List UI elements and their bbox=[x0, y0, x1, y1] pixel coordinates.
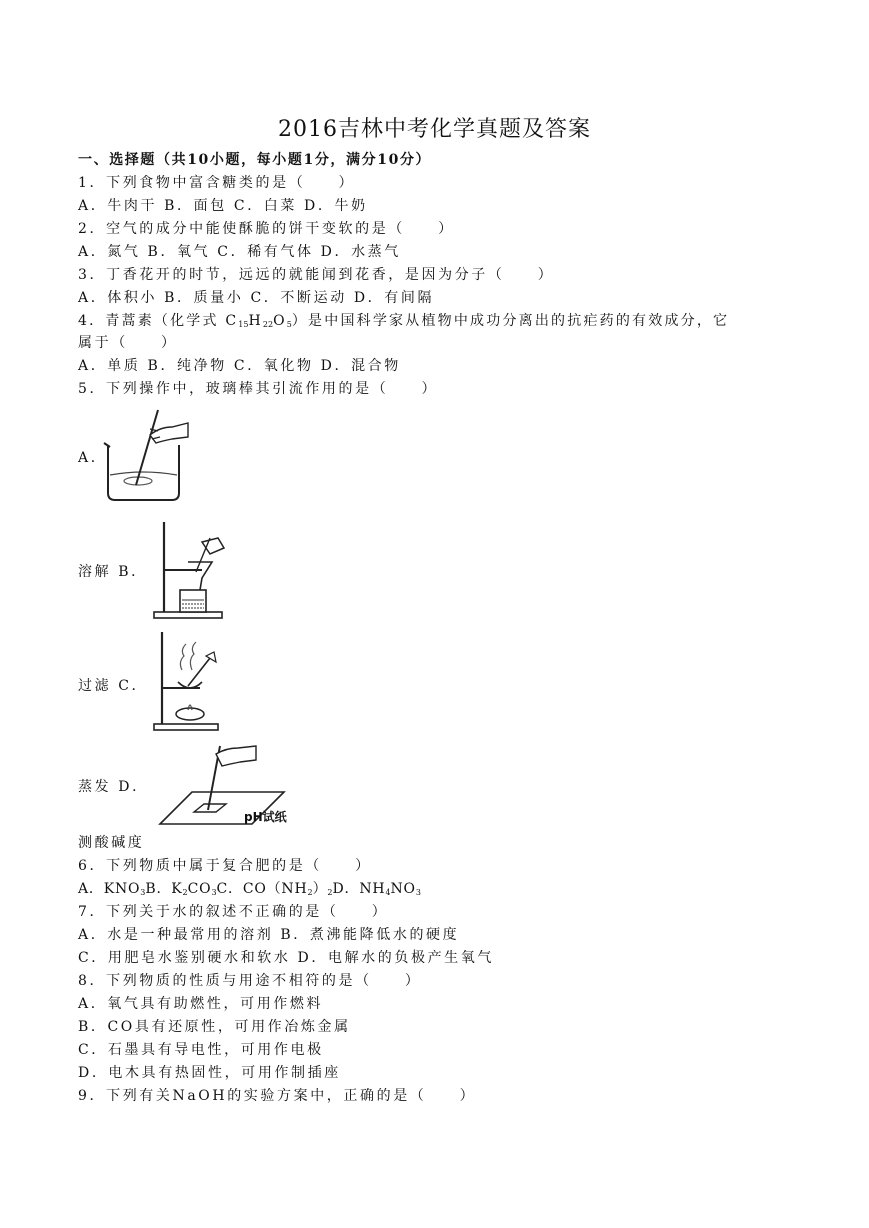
q6-options: A．$KNO_3B$．$K_2CO_3C$．$CO(NH_2)_2D$．$NH_4NO_3$ bbox=[78, 881, 421, 897]
q5-option-b-label: 溶解 B． bbox=[78, 564, 148, 580]
q1-stem: 1．下列食物中富含糖类的是（ ） bbox=[78, 175, 356, 191]
q7-options-cd: C．用肥皂水鉴别硬水和软水 D．电解水的负极产生氧气 bbox=[78, 950, 494, 966]
q8-option-d: D．电木具有热固性，可用作制插座 bbox=[78, 1065, 341, 1081]
q8-option-a: A．氧气具有助燃性，可用作燃料 bbox=[78, 996, 324, 1012]
q7-options-ab: A．水是一种最常用的溶剂 B．煮沸能降低水的硬度 bbox=[78, 927, 460, 943]
ph-paper-label: pH试纸 bbox=[244, 810, 287, 824]
q5-option-c-label: 过滤 C． bbox=[78, 678, 149, 694]
section-heading: 一、选择题（共10小题，每小题1分，满分10分） bbox=[78, 152, 432, 168]
q5-option-a-label: A． bbox=[78, 450, 108, 466]
q4-stem: 4．青蒿素（化学式 $C_{15}H_{22}O_5$）是中国科学家从植物中成功分离出的抗疟药的有效成分，它 bbox=[78, 313, 730, 329]
q3-stem: 3．丁香花开的时节，远远的就能闻到花香，是因为分子（ ） bbox=[78, 267, 555, 283]
filtration-figure bbox=[150, 518, 230, 620]
q4-options: A．单质 B．纯净物 C．氧化物 D．混合物 bbox=[78, 358, 401, 374]
q5-after: 测酸碱度 bbox=[78, 835, 145, 851]
q4-stem-cont: 属于（ ） bbox=[78, 335, 178, 351]
q7-stem: 7．下列关于水的叙述不正确的是（ ） bbox=[78, 904, 389, 920]
q8-stem: 8．下列物质的性质与用途不相符的是（ ） bbox=[78, 973, 422, 989]
q8-option-c: C．石墨具有导电性，可用作电极 bbox=[78, 1042, 324, 1058]
stirring-beaker-figure bbox=[100, 405, 190, 505]
q2-options: A．氮气 B．氧气 C．稀有气体 D．水蒸气 bbox=[78, 244, 401, 260]
q1-options: A．牛肉干 B．面包 C．白菜 D．牛奶 bbox=[78, 198, 368, 214]
q6-stem: 6．下列物质中属于复合肥的是（ ） bbox=[78, 858, 372, 874]
q8-option-b: B．CO具有还原性，可用作冶炼金属 bbox=[78, 1019, 351, 1035]
q9-stem: 9．下列有关NaOH的实验方案中，正确的是（ ） bbox=[78, 1088, 477, 1104]
evaporation-figure bbox=[152, 630, 222, 732]
page-title: 2016吉林中考化学真题及答案 bbox=[278, 117, 591, 142]
q3-options: A．体积小 B．质量小 C．不断运动 D．有间隔 bbox=[78, 290, 435, 306]
q2-stem: 2．空气的成分中能使酥脆的饼干变软的是（ ） bbox=[78, 221, 455, 237]
q5-option-d-label: 蒸发 D． bbox=[78, 779, 149, 795]
q5-stem: 5．下列操作中，玻璃棒其引流作用的是（ ） bbox=[78, 381, 439, 397]
